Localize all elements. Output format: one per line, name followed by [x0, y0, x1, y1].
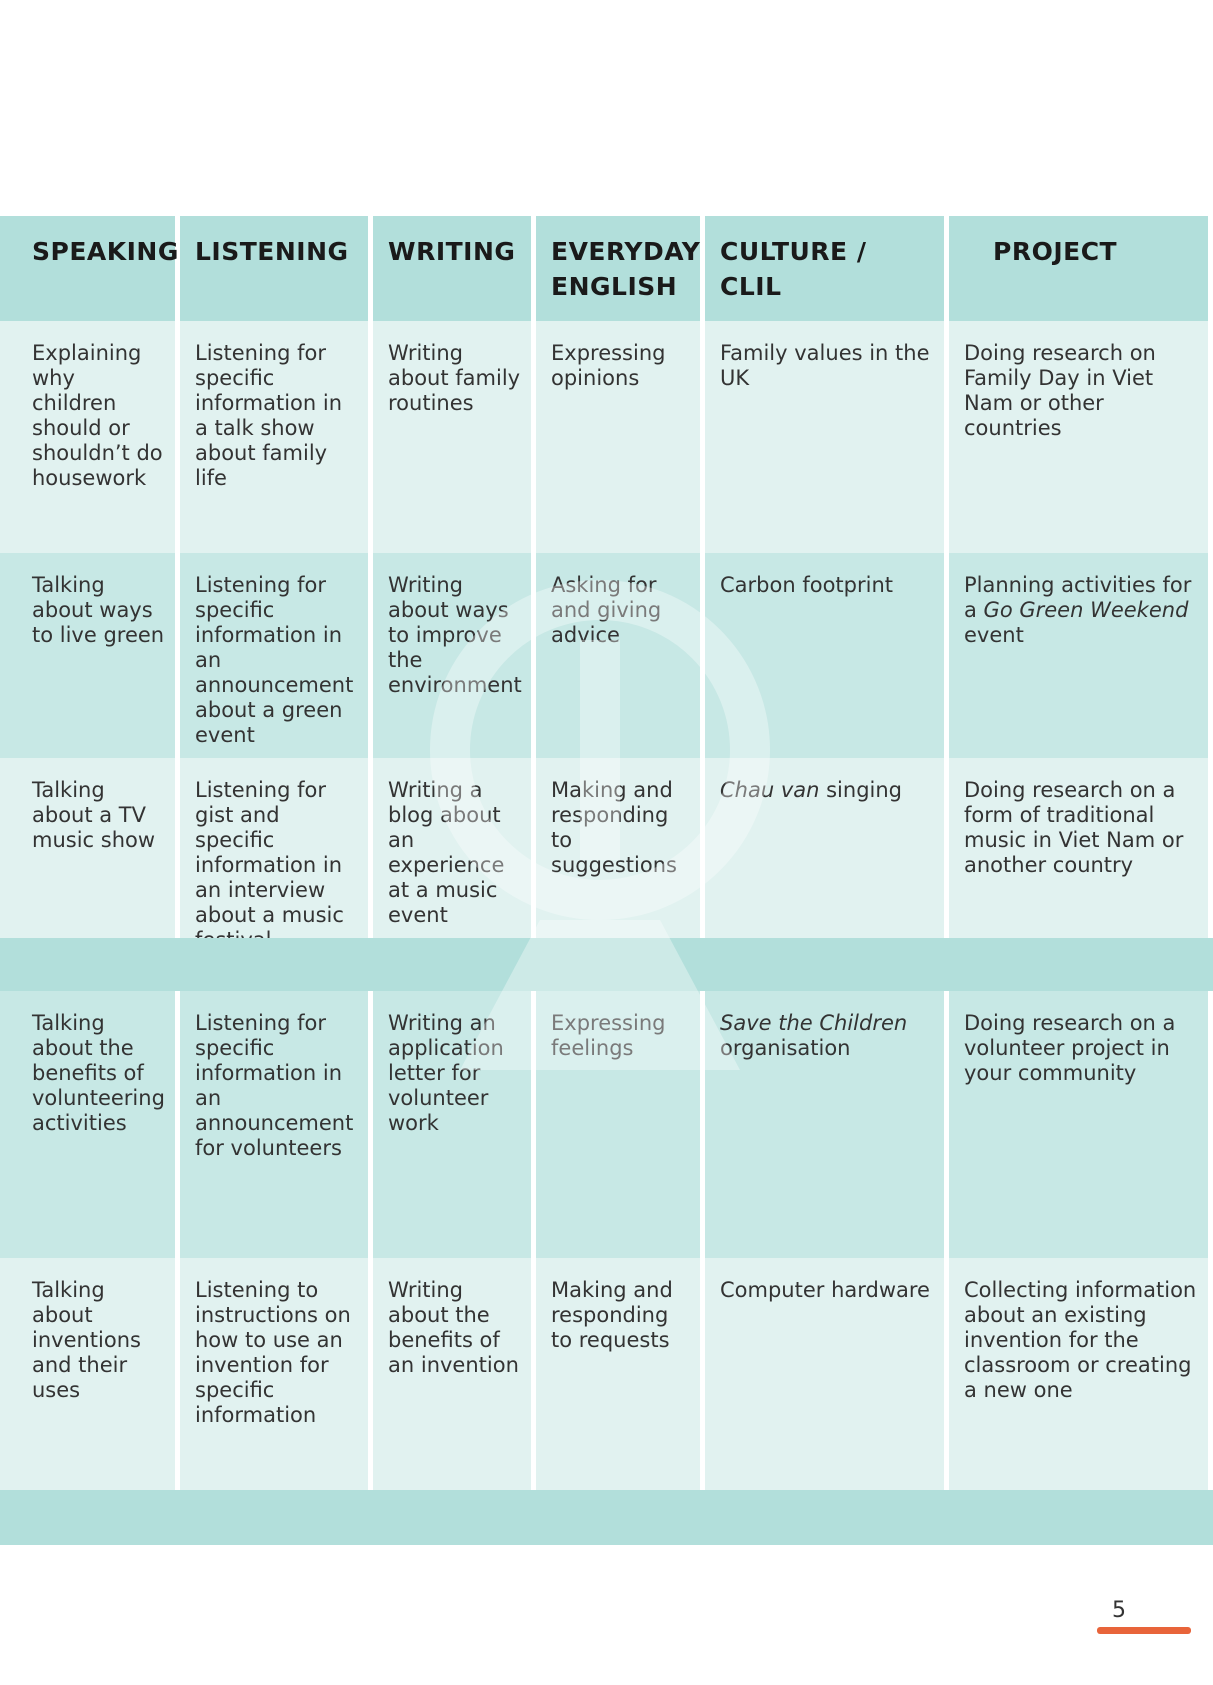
header-everyday-english: EVERYDAY ENGLISH — [536, 216, 700, 321]
cell-everyday-3: Making and responding to suggestions — [536, 758, 700, 938]
bottom-band — [0, 1490, 1213, 1545]
cell-listening-2: Listening for specific information in an announcement about a green event — [180, 553, 368, 758]
cell-everyday-2: Asking for and giving advice — [536, 553, 700, 758]
cell-culture-5: Computer hardware — [705, 1258, 944, 1490]
cell-writing-4: Writing an application letter for volunteer work — [373, 991, 531, 1258]
cell-listening-4: Listening for specific information in an announcement for volunteers — [180, 991, 368, 1258]
cell-listening-3: Listening for gist and specific information in an interview about a music — [180, 758, 368, 938]
cell-project-5: Collecting information about an existing invention for the classroom or creating a new one — [949, 1258, 1208, 1490]
project-2-post: event — [964, 623, 1024, 647]
cell-culture-2: Carbon footprint — [705, 553, 944, 758]
cell-writing-1: Writing about family routines — [373, 321, 531, 553]
header-project: PROJECT — [949, 216, 1208, 321]
cell-culture-4 — [705, 991, 944, 1258]
cell-writing-3: Writing a blog about an experience at a music event — [373, 758, 531, 938]
cell-writing-5: Writing about the benefits of an invention — [373, 1258, 531, 1490]
header-writing: WRITING — [373, 216, 531, 321]
culture-3-italic: Chau van — [720, 778, 820, 802]
cell-project-1: Doing research on Family Day in Viet Nam or other countries — [949, 321, 1208, 553]
page-number: 5 — [1112, 1598, 1126, 1623]
review-band — [0, 938, 1213, 991]
cell-writing-2: Writing about ways to improve the environment — [373, 553, 531, 758]
syllabus-table — [0, 216, 1197, 1545]
header-listening: LISTENING — [180, 216, 368, 321]
cell-culture-1: Family values in the UK — [705, 321, 944, 553]
cell-project-2 — [949, 553, 1208, 758]
culture-4-post: organisation — [720, 1036, 851, 1060]
page-accent-line — [1097, 1627, 1191, 1634]
cell-speaking-1: Explaining why children should or shouldn’t do housework — [0, 321, 175, 553]
cell-everyday-1: Expressing opinions — [536, 321, 700, 553]
project-2-italic: Go Green Weekend — [983, 598, 1189, 622]
cell-everyday-4: Expressing feelings — [536, 991, 700, 1258]
project-2-pre: Planning activities for a — [964, 573, 1192, 622]
header-speaking: SPEAKING — [0, 216, 175, 321]
culture-3-post: singing — [819, 778, 903, 802]
cell-culture-3 — [705, 758, 944, 938]
cell-speaking-4: Talking about the benefits of volunteering activities — [0, 991, 175, 1258]
cell-everyday-5: Making and responding to requests — [536, 1258, 700, 1490]
cell-project-4: Doing research on a volunteer project in your community — [949, 991, 1208, 1258]
header-culture-clil: CULTURE / CLIL — [705, 216, 944, 321]
cell-listening-5: Listening to instructions on how to use an invention for specific information — [180, 1258, 368, 1490]
cell-speaking-2: Talking about ways to live green — [0, 553, 175, 758]
cell-listening-1: Listening for specific information in a talk show about family life — [180, 321, 368, 553]
culture-4-italic: Save the Children — [720, 1011, 908, 1035]
cell-project-3: Doing research on a form of traditional music in Viet Nam or another country — [949, 758, 1208, 938]
cell-speaking-5: Talking about inventions and their uses — [0, 1258, 175, 1490]
cell-speaking-3: Talking about a TV music show — [0, 758, 175, 938]
